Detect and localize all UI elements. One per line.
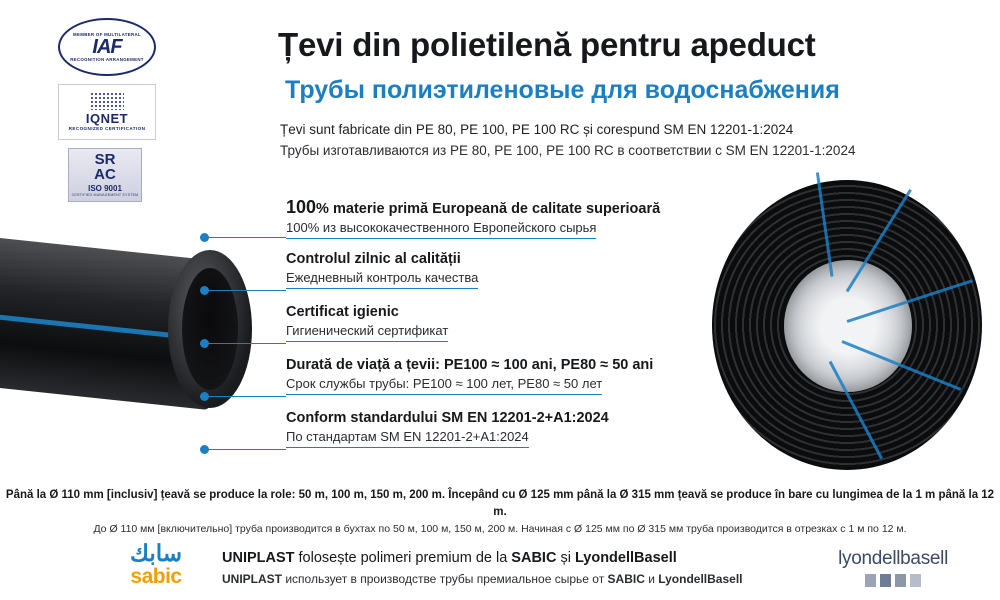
leader-dot bbox=[200, 339, 209, 348]
lyondellbasell-bars-icon bbox=[838, 574, 948, 587]
feature-title-ro: Controlul zilnic al calității bbox=[286, 251, 461, 268]
lyondellbasell-logo bbox=[838, 548, 948, 587]
leader-dot bbox=[200, 286, 209, 295]
leader-line bbox=[208, 449, 286, 451]
leader-line bbox=[208, 343, 286, 345]
lyb-bar-1 bbox=[865, 574, 876, 587]
sabic-name-ru: SABIC bbox=[607, 571, 645, 586]
iqnet-dots-icon bbox=[90, 92, 124, 110]
page-title-ro: Țevi din polietilenă pentru apeduct bbox=[278, 26, 816, 63]
feature-title-ru: Гигиенический сертификат bbox=[286, 323, 448, 343]
intro-block bbox=[280, 120, 855, 162]
feature-title-ro: Durată de viață a țevii: PE100 ≈ 100 ani, PE80 ≈ 50 ani bbox=[286, 357, 654, 374]
feature-item bbox=[200, 409, 720, 451]
lyb-bar-3 bbox=[895, 574, 906, 587]
leader-dot bbox=[200, 392, 209, 401]
badge-srac bbox=[58, 148, 188, 202]
partner-ru-mid2: и bbox=[644, 571, 659, 586]
feature-item bbox=[200, 250, 720, 292]
iaf-ring-top-text: MEMBER OF MULTILATERAL bbox=[73, 32, 141, 37]
partner-ro-mid1: folosește polimeri premium de la bbox=[294, 550, 512, 566]
srac-micro-text: CERTIFIED MANAGEMENT SYSTEM bbox=[71, 192, 139, 197]
coil-inner-hole bbox=[784, 260, 912, 392]
feature-title-ro bbox=[286, 196, 720, 219]
production-note-ru: До Ø 110 мм [включительно] труба производится в бухтах по 50 м, 100 м, 150 м, 200 м. Начиная с Ø 125 мм по Ø 315 мм труба производится в отрезках с 1 м по 12 м. bbox=[93, 522, 907, 535]
feature-title-ro: Conform standardului SM EN 12201-2+A1:2024 bbox=[286, 410, 609, 427]
feature-title-ro: Certificat igienic bbox=[286, 304, 399, 321]
feature-percent-sign: % bbox=[316, 201, 329, 217]
iqnet-label: IQNET bbox=[85, 110, 129, 126]
feature-title-ru: Ежедневный контроль качества bbox=[286, 270, 478, 290]
partner-ro-mid2: și bbox=[556, 550, 575, 566]
feature-title-ru: По стандартам SM EN 12201-2+A1:2024 bbox=[286, 429, 529, 449]
leader-line bbox=[208, 237, 286, 239]
feature-list bbox=[200, 196, 720, 462]
uniplast-name-ru: UNIPLAST bbox=[222, 571, 282, 586]
iqnet-sublabel: RECOGNIZED CERTIFICATION bbox=[68, 125, 146, 131]
iaf-label: IAF bbox=[92, 36, 122, 58]
intro-ru: Трубы изготавливаются из PE 80, PE 100, PE 100 RC в соответствии с SM EN 12201-1:2024 bbox=[280, 142, 856, 158]
feature-title-ro-rest: materie primă Europeană de calitate superioară bbox=[328, 201, 661, 217]
srac-line2: AC bbox=[94, 165, 116, 183]
feature-item bbox=[200, 196, 720, 239]
feature-title-ru: 100% из высококачественного Европейского сырья bbox=[286, 220, 596, 240]
leader-line bbox=[208, 290, 286, 292]
production-note-ro: Până la Ø 110 mm [inclusiv] țeavă se produce la role: 50 m, 100 m, 150 m, 200 m. Începând cu Ø 125 mm până la Ø 315 mm țeavă se produce în bare cu lungimea de la 1 m până la 12 m. bbox=[5, 489, 995, 519]
certification-badges bbox=[58, 18, 188, 210]
lyb-bar-2 bbox=[880, 574, 891, 587]
lyb-bar-4 bbox=[910, 574, 921, 587]
lyondellbasell-name-ru: LyondellBasell bbox=[658, 571, 743, 586]
partner-statement bbox=[222, 548, 743, 588]
pipe-coil-illustration bbox=[712, 180, 982, 470]
partner-statement-ru bbox=[222, 570, 743, 588]
partner-footer bbox=[0, 540, 1000, 600]
feature-percent-value: 100 bbox=[286, 197, 317, 217]
srac-line1: SR bbox=[94, 151, 116, 169]
intro-ro: Țevi sunt fabricate din PE 80, PE 100, PE 100 RC și corespund SM EN 12201-1:2024 bbox=[280, 122, 794, 137]
production-notes bbox=[0, 487, 1000, 537]
lyondellbasell-wordmark: lyondellbasell bbox=[838, 548, 948, 569]
badge-iaf bbox=[58, 18, 188, 76]
leader-line bbox=[208, 396, 286, 398]
badge-iqnet bbox=[58, 84, 188, 140]
sabic-latin-wordmark: sabic bbox=[130, 565, 182, 588]
sabic-name-ro: SABIC bbox=[511, 550, 557, 566]
sabic-arabic-wordmark: سابك bbox=[129, 540, 183, 566]
lyondellbasell-name-ro: LyondellBasell bbox=[574, 550, 677, 566]
partner-statement-ro bbox=[222, 548, 743, 570]
feature-item bbox=[200, 303, 720, 345]
leader-dot bbox=[200, 445, 209, 454]
feature-item bbox=[200, 356, 720, 398]
page-title-ru: Трубы полиэтиленовые для водоснабжения bbox=[285, 76, 840, 104]
uniplast-name-ro: UNIPLAST bbox=[222, 550, 295, 566]
feature-title-ru: Срок службы трубы: PE100 ≈ 100 лет, PE80 ≈ 50 лет bbox=[286, 376, 602, 396]
leader-dot bbox=[200, 233, 209, 242]
partner-ru-mid1: использует в производстве трубы премиальное сырье от bbox=[282, 571, 608, 586]
sabic-logo bbox=[108, 542, 204, 588]
iaf-ring-bottom-text: RECOGNITION ARRANGEMENT bbox=[70, 57, 144, 62]
srac-iso-label: ISO 9001 bbox=[88, 183, 122, 193]
